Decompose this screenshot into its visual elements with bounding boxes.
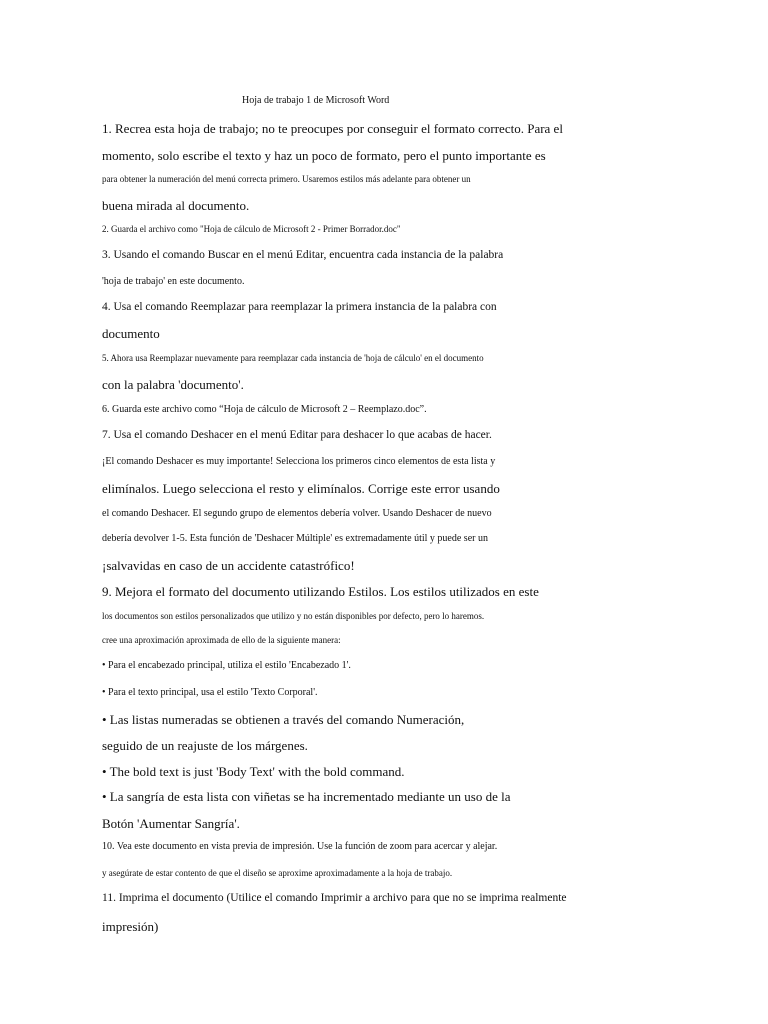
text-line: 'hoja de trabajo' en este documento. [102, 276, 245, 287]
text-line: ¡El comando Deshacer es muy importante! Selecciona los primeros cinco elementos de esta lista y [102, 456, 496, 467]
text-line: impresión) [102, 919, 159, 934]
bullet-item: • La sangría de esta lista con viñetas se ha incrementado mediante un uso de la [102, 789, 511, 804]
text-line: buena mirada al documento. [102, 198, 250, 213]
text-line: elimínalos. Luego selecciona el resto y elimínalos. Corrige este error usando [102, 481, 500, 496]
text-line: Botón 'Aumentar Sangría'. [102, 816, 240, 831]
text-line: 1. Recrea esta hoja de trabajo; no te preocupes por conseguir el formato correcto. Para el [102, 121, 563, 136]
text-line: los documentos son estilos personalizados que utilizo y no están disponibles por defecto, pero lo haremos. [102, 611, 485, 621]
text-line: 10. Vea este documento en vista previa de impresión. Use la función de zoom para acercar y alejar. [102, 841, 498, 852]
text-line: ¡salvavidas en caso de un accidente catastrófico! [102, 558, 355, 573]
text-line: seguido de un reajuste de los márgenes. [102, 738, 308, 753]
bullet-item: • Para el encabezado principal, utiliza el estilo 'Encabezado 1'. [102, 660, 351, 671]
text-line: 7. Usa el comando Deshacer en el menú Editar para deshacer lo que acabas de hacer. [102, 429, 492, 441]
text-line: el comando Deshacer. El segundo grupo de elementos debería volver. Usando Deshacer de nuevo [102, 508, 492, 519]
text-line: 9. Mejora el formato del documento utilizando Estilos. Los estilos utilizados en este [102, 584, 539, 599]
text-line: 2. Guarda el archivo como "Hoja de cálculo de Microsoft 2 - Primer Borrador.doc" [102, 224, 401, 234]
bullet-item: • Las listas numeradas se obtienen a través del comando Numeración, [102, 712, 465, 727]
bullet-item: • Para el texto principal, usa el estilo 'Texto Corporal'. [102, 687, 318, 698]
text-line: documento [102, 326, 160, 341]
text-line: 11. Imprima el documento (Utilice el comando Imprimir a archivo para que no se imprima realmente [102, 892, 567, 904]
text-line: debería devolver 1-5. Esta función de 'Deshacer Múltiple' es extremadamente útil y puede ser un [102, 533, 488, 544]
document-title: Hoja de trabajo 1 de Microsoft Word [242, 95, 390, 106]
text-line: con la palabra 'documento'. [102, 377, 244, 392]
text-line: y asegúrate de estar contento de que el diseño se aproxime aproximadamente a la hoja de trabajo. [102, 868, 453, 878]
text-line: cree una aproximación aproximada de ello de la siguiente manera: [102, 635, 341, 645]
text-line: 5. Ahora usa Reemplazar nuevamente para reemplazar cada instancia de 'hoja de cálculo' en el documento [102, 353, 484, 363]
text-line: 6. Guarda este archivo como “Hoja de cálculo de Microsoft 2 – Reemplazo.doc”. [102, 404, 427, 415]
text-line: momento, solo escribe el texto y haz un poco de formato, pero el punto importante es [102, 148, 546, 163]
text-line: 4. Usa el comando Reemplazar para reemplazar la primera instancia de la palabra con [102, 301, 497, 313]
bullet-item: • The bold text is just 'Body Text' with the bold command. [102, 764, 405, 779]
text-line: 3. Usando el comando Buscar en el menú Editar, encuentra cada instancia de la palabra [102, 249, 504, 261]
text-line: para obtener la numeración del menú correcta primero. Usaremos estilos más adelante para obtener un [102, 174, 471, 184]
